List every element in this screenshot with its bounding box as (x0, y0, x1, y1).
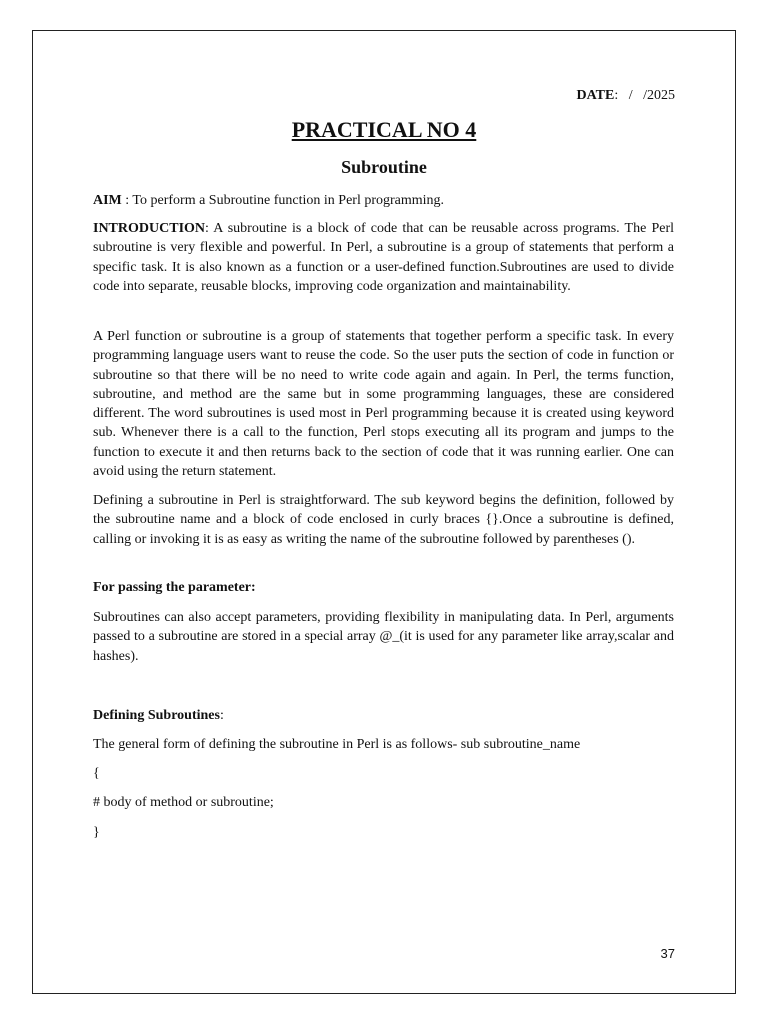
paragraph-2-text: A Perl function or subroutine is a group of statements that together perform a specific task. In every programming language users want to reuse the code. So the user puts the section of code in function or subroutine so that there will be no need to write code again and again. In Perl, the terms function, subroutine, and method are the same but in some programming languages, these are considered different. The word subroutines is used most in Perl programming because it is created using keyword sub. Whenever there is a call to the function, Perl stops executing all its program and jumps to the function to execute it and then returns back to the section of code that it was running earlier. One can avoid using the return statement. (93, 329, 674, 480)
aim-label: AIM (93, 193, 122, 208)
code-open (93, 764, 674, 783)
introduction-text: : A subroutine is a block of code that can be reusable across programs. The Perl subroutine is very flexible and powerful. In Perl, a subroutine is a group of statements that perform a specific task. It is also known as a function or a user-defined function.Subroutines are used to divide code into separate, reusable blocks, improving code organization and maintainability. (93, 221, 674, 294)
aim-paragraph (93, 191, 674, 210)
general-form-text: The general form of defining the subroutine in Perl is as follows- sub subroutine_name (93, 737, 581, 752)
code-close (93, 823, 674, 842)
aim-section (93, 191, 674, 210)
passing-heading (93, 578, 674, 597)
paragraph-3-text: Defining a subroutine in Perl is straightforward. The sub keyword begins the definition, followed by the subroutine name and a block of code enclosed in curly braces {}.Once a subroutine is defined, calling or invoking it is as easy as writing the name of the subroutine followed by parentheses (). (93, 493, 674, 547)
page-subtitle: Subroutine (341, 157, 427, 177)
paragraph-2 (93, 327, 674, 481)
defining-suffix: : (219, 708, 224, 723)
passing-heading-text: For passing the parameter: (93, 580, 256, 595)
aim-text: : To perform a Subroutine function in Perl programming. (121, 193, 445, 208)
date-label: DATE (576, 88, 615, 103)
code-close-brace: } (93, 825, 100, 840)
passing-section (93, 608, 674, 666)
page-title: PRACTICAL NO 4 (291, 117, 477, 142)
introduction-paragraph (93, 219, 674, 296)
defining-label: Defining Subroutines (93, 708, 220, 723)
introduction-label: INTRODUCTION (93, 221, 206, 236)
passing-paragraph: Subroutines can also accept parameters, providing flexibility in manipulating data. In Perl, arguments passed to a subroutine are stored in a special array @_(it is used for any parameter like array,scalar and hashes). (93, 610, 674, 664)
date-value: : / /2025 (614, 88, 675, 103)
code-body-text: # body of method or subroutine; (93, 795, 274, 810)
paragraph-3 (93, 491, 674, 549)
date-line (576, 88, 675, 104)
page-number: 37 (660, 946, 675, 961)
introduction-section (93, 219, 674, 296)
code-body (93, 793, 674, 812)
general-form (93, 735, 674, 754)
defining-heading (93, 706, 674, 725)
code-open-brace: { (93, 766, 100, 781)
